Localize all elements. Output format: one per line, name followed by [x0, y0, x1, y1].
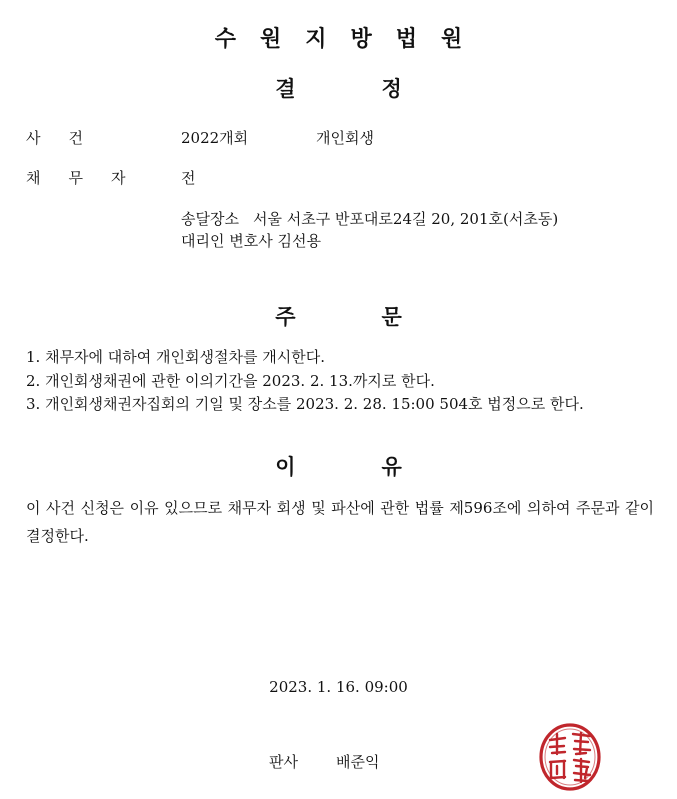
judge-signature-line	[269, 751, 379, 772]
order-heading: 주문	[275, 305, 488, 329]
judge-name: 배준익	[335, 753, 380, 771]
service-address	[181, 208, 558, 229]
case-number: 2022개회	[181, 129, 249, 147]
order-list	[26, 346, 584, 417]
case-label: 사건	[26, 129, 111, 147]
debtor-name: 전	[181, 169, 196, 187]
case-type: 개인회생	[316, 129, 374, 147]
service-address-value: 서울 서초구 반포대로24길 20, 201호(서초동)	[252, 210, 559, 228]
judge-seal-stamp	[538, 720, 602, 792]
court-name: 수원지방법원	[214, 27, 487, 52]
decision-date: 2023. 1. 16. 09:00	[269, 678, 408, 696]
document-type-heading: 결정	[275, 77, 488, 101]
debtor-label: 채무자	[26, 169, 154, 187]
order-item: 3. 개인회생채권자집회의 기일 및 장소를 2023. 2. 28. 15:00 504호 법정으로 한다.	[26, 395, 584, 413]
service-address-label: 송달장소	[181, 210, 239, 228]
legal-agent: 대리인 변호사 김선용	[181, 232, 321, 250]
reason-text: 이 사건 신청은 이유 있으므로 채무자 회생 및 파산에 관한 법률 제596조에 의하여 주문과 같이 결정한다.	[26, 499, 654, 545]
order-item: 2. 개인회생채권에 관한 이의기간을 2023. 2. 13.까지로 한다.	[26, 371, 435, 390]
order-item: 1. 채무자에 대하여 개인회생절차를 개시한다.	[26, 348, 325, 366]
judge-title: 판사	[269, 753, 298, 771]
reason-heading: 이유	[275, 455, 488, 479]
